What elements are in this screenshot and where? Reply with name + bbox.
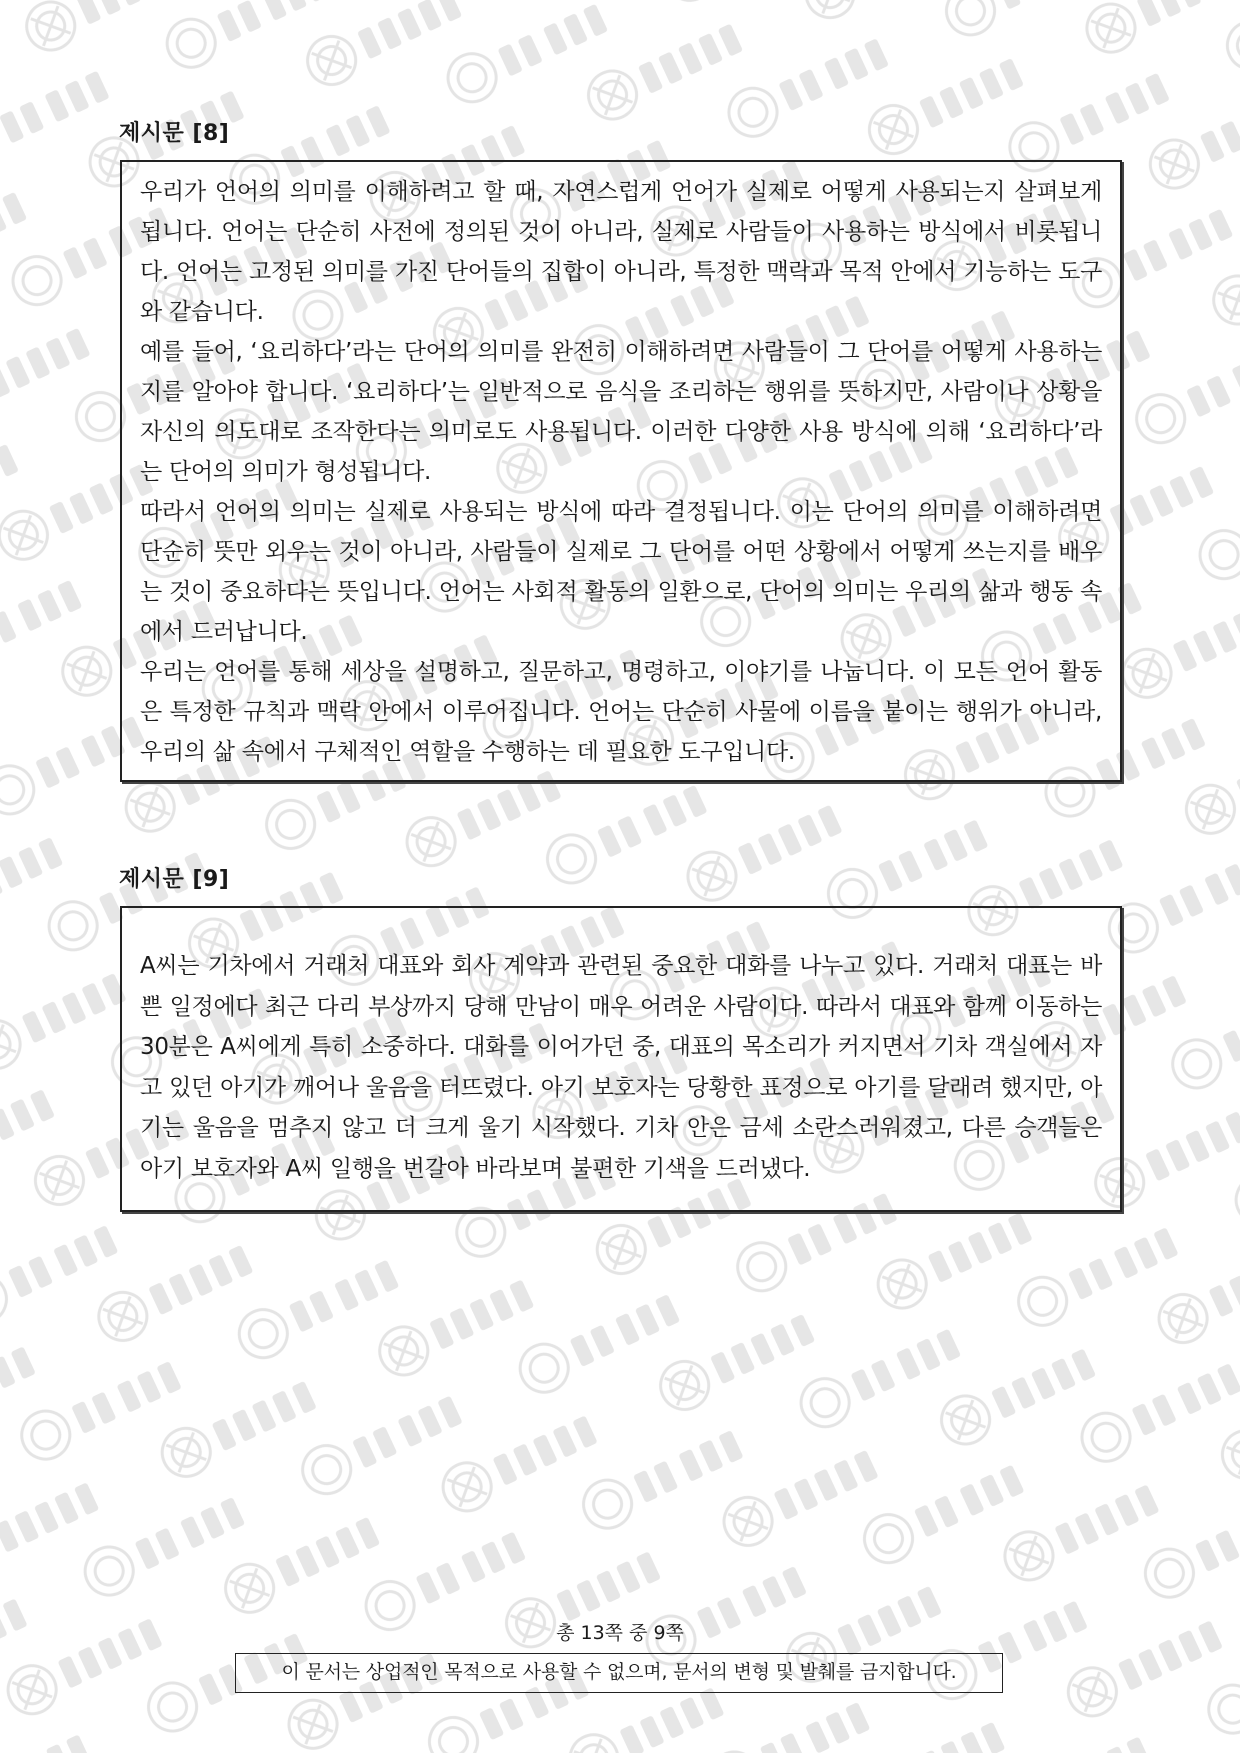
passage-8-paragraph-4: 우리는 언어를 통해 세상을 설명하고, 질문하고, 명령하고, 이야기를 나눕니다. 이 모든 언어 활동은 특정한 규칙과 맥락 안에서 이루어집니다. 언어는 단순히 사물에 이름을 붙이는 행위가 아니라, 우리의 삶 속에서 구체적인 역할을 수행하는 데 필요한 도구입니다. [140,659,1102,765]
passage-8-paragraph-2: 예를 들어, ‘요리하다’라는 단어의 의미를 완전히 이해하려면 사람들이 그 단어를 어떻게 사용하는지를 알아야 합니다. ‘요리하다’는 일반적으로 음식을 조리하는 행위를 뜻하지만, 사람이나 상황을 자신의 의도대로 조작한다는 의미로도 사용됩니다. 이러한 다양한 사용 방식에 의해 ‘요리하다’라는 단어의 의미가 형성됩니다. [140,339,1102,485]
section-title-8: 제시문 [8] [119,121,230,146]
section-title-9: 제시문 [9] [119,867,230,892]
passage-box-8 [120,160,1122,782]
passage-9-paragraph-1: A씨는 기차에서 거래처 대표와 회사 계약과 관련된 중요한 대화를 나누고 있다. 거래처 대표는 바쁜 일정에다 최근 다리 부상까지 당해 만남이 매우 어려운 사람이다. 따라서 대표와 함께 이동하는 30분은 A씨에게 특히 소중하다. 대화를 이어가던 중, 대표의 목소리가 커지면서 기차 객실에서 자고 있던 아기가 깨어나 울음을 터뜨렸다. 아기 보호자는 당황한 표정으로 아기를 달래려 했지만, 아기는 울음을 멈추지 않고 더 크게 울기 시작했다. 기차 안은 금세 소란스러워졌고, 다른 승객들은 아기 보호자와 A씨 일행을 번갈아 바라보며 불편한 기색을 드러냈다. [140,953,1102,1182]
passage-box-9 [120,906,1122,1212]
copyright-notice: 이 문서는 상업적인 목적으로 사용할 수 없으며, 문서의 변형 및 발췌를 금지합니다. [235,1653,1003,1693]
page-number: 총 13쪽 중 9쪽 [556,1622,684,1644]
passage-8-paragraph-3: 따라서 언어의 의미는 실제로 사용되는 방식에 따라 결정됩니다. 이는 단어의 의미를 이해하려면 단순히 뜻만 외우는 것이 아니라, 사람들이 실제로 그 단어를 어떤 상황에서 어떻게 쓰는지를 배우는 것이 중요하다는 뜻입니다. 언어는 사회적 활동의 일환으로, 단어의 의미는 우리의 삶과 행동 속에서 드러납니다. [140,499,1102,645]
passage-8-paragraph-1: 우리가 언어의 의미를 이해하려고 할 때, 자연스럽게 언어가 실제로 어떻게 사용되는지 살펴보게 됩니다. 언어는 단순히 사전에 정의된 것이 아니라, 실제로 사람들이 사용하는 방식에서 비롯됩니다. 언어는 고정된 의미를 가진 단어들의 집합이 아니라, 특정한 맥락과 목적 안에서 기능하는 도구와 같습니다. [140,179,1102,325]
